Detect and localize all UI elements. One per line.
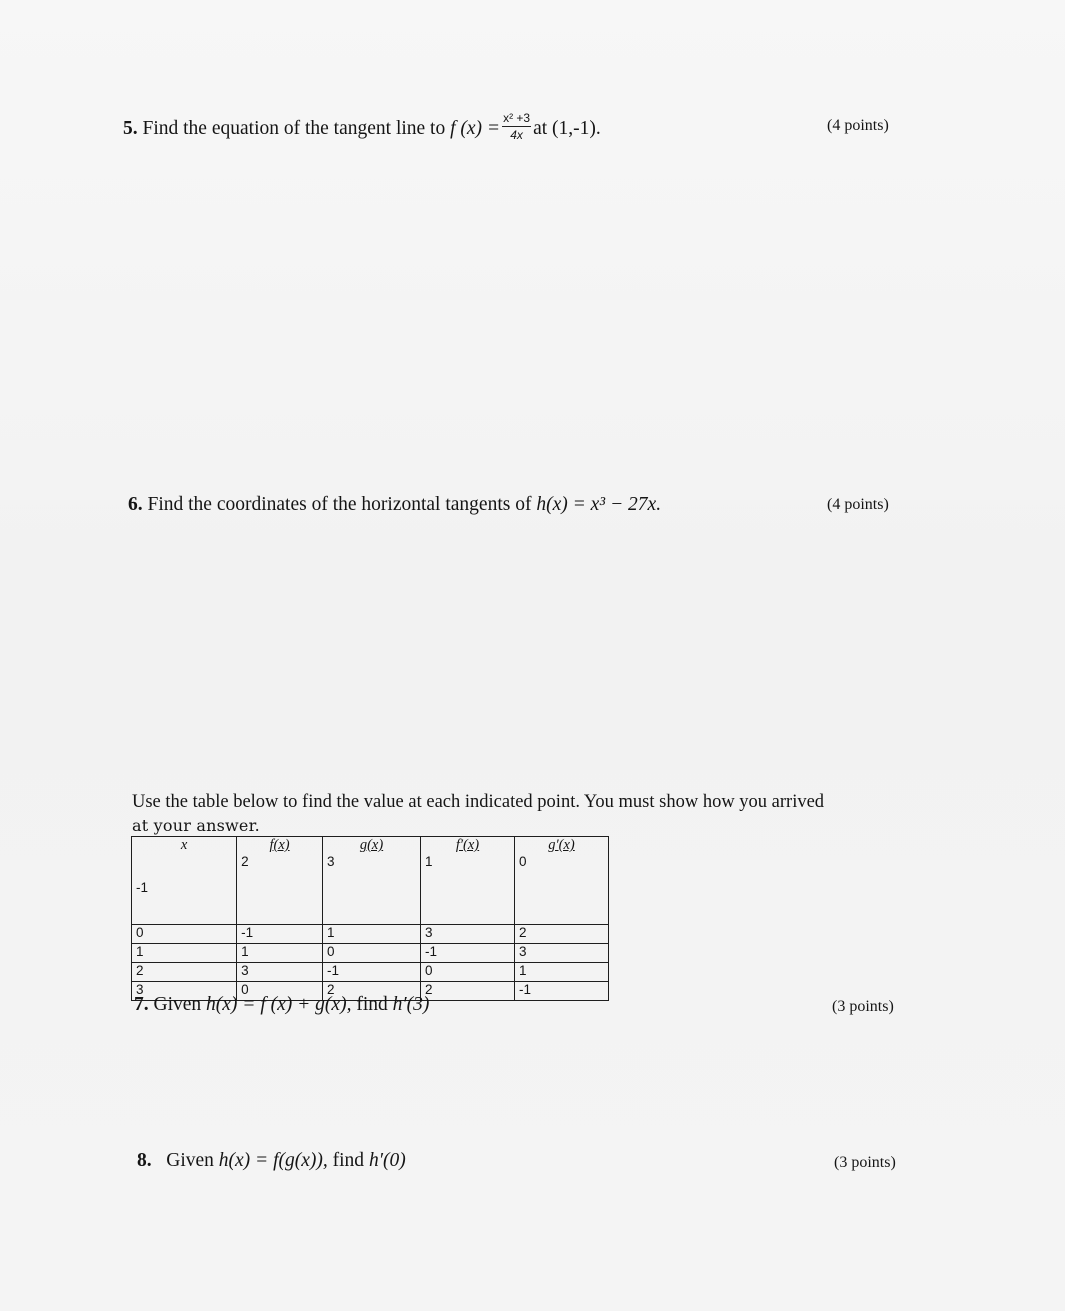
question-8	[137, 1151, 406, 1171]
table-row	[132, 963, 609, 982]
cell-g-prime: 0	[514, 854, 608, 925]
table-instructions-continued: at your answer.	[132, 816, 260, 835]
question-8-points: (3 points)	[834, 1154, 896, 1171]
table-row	[132, 925, 609, 944]
cell-x: 0	[132, 925, 237, 944]
cell-g: 1	[322, 925, 420, 944]
question-7-find: find	[356, 994, 388, 1015]
cell-f: 2	[237, 854, 323, 925]
header-g: g(x)	[322, 837, 420, 855]
question-5-fraction	[502, 112, 531, 141]
cell-f-prime: 0	[421, 963, 515, 982]
header-g-prime: g′(x)	[514, 837, 608, 855]
fraction-numerator: x² +3	[503, 111, 531, 125]
cell-f: 0	[237, 982, 323, 1001]
cell-f: 1	[237, 944, 323, 963]
cell-x: 2	[132, 963, 237, 982]
question-8-number: 8.	[137, 1150, 152, 1171]
question-5-function: f (x) =	[450, 117, 501, 139]
question-5-number: 5.	[123, 117, 138, 139]
table-header-row	[132, 837, 609, 855]
cell-g-prime: 1	[514, 963, 608, 982]
table-row	[132, 854, 609, 925]
cell-f-prime: 1	[421, 854, 515, 925]
cell-f-prime: 2	[421, 982, 515, 1001]
cell-g: 2	[322, 982, 420, 1001]
cell-f: -1	[237, 925, 323, 944]
cell-x: 1	[132, 944, 237, 963]
table-instructions: Use the table below to find the value at each indicated point. You must show how you arrived	[132, 792, 825, 812]
cell-g: -1	[322, 963, 420, 982]
cell-x: 3	[132, 982, 237, 1001]
fraction-denominator: 4x	[510, 128, 523, 142]
cell-g-prime: 3	[514, 944, 608, 963]
question-5-points: (4 points)	[827, 117, 889, 134]
question-6	[128, 495, 661, 515]
table-row	[132, 944, 609, 963]
question-6-text: Find the coordinates of the horizontal tangents of	[147, 494, 532, 515]
cell-f: 3	[237, 963, 323, 982]
cell-x: -1	[132, 854, 237, 925]
question-8-find: find	[332, 1150, 365, 1171]
cell-f-prime: -1	[421, 944, 515, 963]
question-7-number: 7.	[134, 994, 149, 1015]
question-5	[123, 111, 601, 144]
cell-f-prime: 3	[421, 925, 515, 944]
question-6-number: 6.	[128, 494, 143, 515]
cell-g: 0	[322, 944, 420, 963]
function-values-table	[131, 836, 609, 1001]
question-5-text: Find the equation of the tangent line to	[142, 117, 446, 139]
header-f: f(x)	[237, 837, 323, 855]
cell-g-prime: -1	[514, 982, 608, 1001]
question-7-function: h(x) = f (x) + g(x),	[206, 994, 352, 1015]
question-6-points: (4 points)	[827, 496, 889, 513]
question-8-target: h′(0)	[368, 1150, 406, 1171]
header-x: x	[132, 837, 237, 855]
question-8-function: h(x) = f(g(x)),	[218, 1150, 328, 1171]
question-8-given: Given	[166, 1150, 214, 1171]
question-6-function: h(x) = x³ − 27x.	[536, 494, 662, 515]
header-f-prime: f′(x)	[421, 837, 515, 855]
question-7	[134, 995, 429, 1015]
question-5-point: at (1,-1).	[533, 117, 601, 139]
question-7-given: Given	[153, 994, 202, 1015]
cell-g: 3	[322, 854, 420, 925]
question-7-points: (3 points)	[832, 998, 894, 1015]
question-7-target: h′(3)	[392, 994, 430, 1015]
cell-g-prime: 2	[514, 925, 608, 944]
